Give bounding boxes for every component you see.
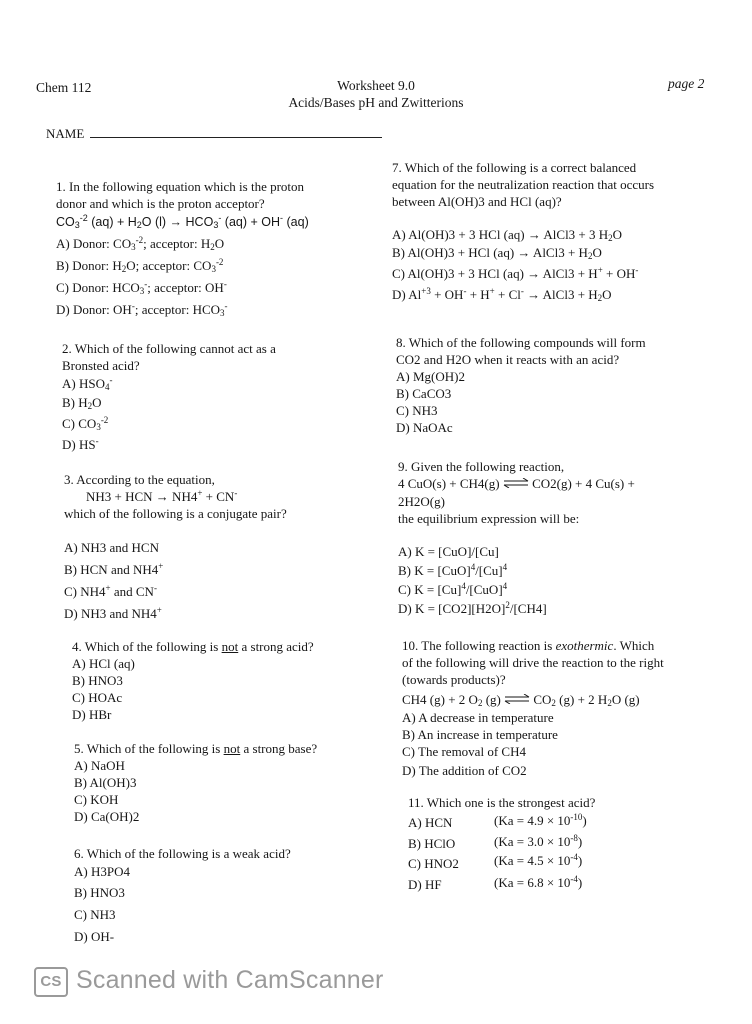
- q4-option-b[interactable]: B) HNO3: [72, 673, 123, 688]
- q10-stem-post: . Which: [613, 638, 655, 653]
- q7-stem-line3: between Al(OH)3 and HCl (aq)?: [392, 194, 562, 209]
- q4-stem: [72, 638, 382, 655]
- camscanner-watermark: [34, 966, 384, 997]
- q10-stem-line2: of the following will drive the reaction to the right: [402, 655, 664, 670]
- q2-option-b-label: B) H: [62, 395, 88, 410]
- q7-option-c[interactable]: C) Al(OH)3 + 3 HCl (aq) → AlCl3 + H+ + OH-: [392, 265, 639, 281]
- q1-option-a[interactable]: A) Donor: $CO_3^{-2}$; acceptor: $H_2O$: [56, 235, 225, 252]
- question-5: [74, 740, 384, 825]
- q8-option-c[interactable]: C) NH3: [396, 403, 438, 418]
- q1-option-b-label: B) Donor:: [56, 258, 110, 273]
- name-field-line: [90, 137, 382, 138]
- q6-option-a[interactable]: A) H3PO4: [74, 864, 130, 879]
- worksheet-title: Worksheet 9.0: [337, 78, 415, 93]
- q6-stem: 6. Which of the following is a weak acid?: [74, 846, 291, 861]
- q3-option-a[interactable]: A) NH3 and HCN: [64, 540, 159, 555]
- q5-option-a[interactable]: A) NaOH: [74, 758, 125, 773]
- q4-option-d[interactable]: D) HBr: [72, 707, 112, 722]
- q10-stem-line1: [402, 637, 722, 654]
- q2-option-c-label: C) CO: [62, 416, 97, 431]
- q2-option-d-label: D) HS: [62, 437, 96, 452]
- q11-option-d[interactable]: D) HF: [408, 877, 442, 892]
- q5-option-b[interactable]: B) Al(OH)3: [74, 775, 137, 790]
- q11-option-c[interactable]: C) HNO2: [408, 856, 459, 871]
- q10-option-d[interactable]: D) The addition of CO2: [402, 763, 527, 778]
- question-10: [402, 637, 722, 779]
- question-2: [62, 340, 382, 453]
- q9-option-c[interactable]: C) $K = [Cu]^4/[CuO]^4$: [398, 581, 508, 597]
- q4-stem-post: a strong acid?: [238, 639, 314, 654]
- q1-option-b[interactable]: B) Donor: $H_2O$; acceptor: $CO_3^{-2}$: [56, 257, 224, 274]
- q2-stem-line1: 2. Which of the following cannot act as a: [62, 341, 276, 356]
- camscanner-text: Scanned with CamScanner: [76, 966, 384, 994]
- q6-option-c[interactable]: C) NH3: [74, 907, 116, 922]
- equilibrium-arrow-icon: [504, 694, 530, 704]
- q3-option-d[interactable]: D) NH3 and NH4+: [64, 605, 162, 621]
- q3-equation: NH3 + HCN → NH4+ + CN-: [86, 488, 238, 504]
- q2-option-a-label: A) HSO: [62, 376, 105, 391]
- q3-stem-line1: 3. According to the equation,: [64, 472, 215, 487]
- q4-option-c[interactable]: C) HOAc: [72, 690, 123, 705]
- q1-option-c[interactable]: C) Donor: $HCO_3^-$; acceptor: OH-: [56, 279, 227, 296]
- q2-option-b[interactable]: B) $H_2O$: [62, 395, 102, 411]
- q10-stem-exothermic: exothermic: [555, 638, 614, 653]
- q2-stem-line2: Bronsted acid?: [62, 358, 140, 373]
- q5-option-d[interactable]: D) Ca(OH)2: [74, 809, 140, 824]
- q3-option-c[interactable]: C) NH4+ and CN-: [64, 583, 157, 599]
- question-11: [408, 794, 708, 811]
- q9-option-a[interactable]: A) K = [CuO]/[Cu]: [398, 544, 499, 559]
- q8-option-b[interactable]: B) CaCO3: [396, 386, 452, 401]
- q1-option-d[interactable]: D) Donor: OH-; acceptor: $HCO_3^-$: [56, 301, 228, 318]
- q8-option-a[interactable]: A) Mg(OH)2: [396, 369, 465, 384]
- worksheet-subtitle: Acids/Bases pH and Zwitterions: [288, 95, 464, 110]
- q2-option-c[interactable]: C) $CO_3^{-2}$: [62, 415, 109, 432]
- question-8: [396, 334, 716, 436]
- q4-stem-pre: 4. Which of the following is: [72, 639, 222, 654]
- q11-option-a[interactable]: A) HCN: [408, 815, 453, 830]
- q5-stem-not: not: [223, 741, 241, 756]
- q3-stem-line3: which of the following is a conjugate pair?: [64, 506, 287, 521]
- q10-option-b[interactable]: B) An increase in temperature: [402, 727, 558, 742]
- page-number: page 2: [668, 76, 705, 91]
- q11-option-c-ka: $(Ka = 4.5 \times 10^{-4})$: [494, 852, 583, 868]
- q11-option-d-ka: $(Ka = 6.8 \times 10^{-4})$: [494, 874, 583, 890]
- question-7: [392, 159, 722, 303]
- q10-stem-line3: (towards products)?: [402, 672, 506, 687]
- q2-option-a[interactable]: A) $HSO_4^-$: [62, 375, 113, 392]
- q1-equation: $CO_3^{-2}$ $(aq) + H_2O$ $(l) \to HCO_3^-$ (aq) + OH- (aq): [56, 213, 309, 230]
- q10-equation: CH4 (g) + 2 $O_2$ (g) $CO_2$ (g) + 2 $H_2O$ (g): [402, 692, 640, 708]
- q9-equation: 4 CuO(s) + CH4(g) CO2(g) + 4 Cu(s) +: [398, 476, 635, 491]
- q9-equation-line2: 2H2O(g): [398, 494, 445, 509]
- q10-option-a[interactable]: A) A decrease in temperature: [402, 710, 554, 725]
- q8-stem-line2: CO2 and H2O when it reacts with an acid?: [396, 352, 620, 367]
- q4-option-a[interactable]: A) HCl (aq): [72, 656, 135, 671]
- q11-option-b[interactable]: B) HClO: [408, 836, 456, 851]
- question-3: [64, 471, 384, 622]
- q1-option-d-label: D) Donor:: [56, 302, 110, 317]
- q10-stem-pre: 10. The following reaction is: [402, 638, 556, 653]
- q7-option-a[interactable]: A) Al(OH)3 + 3 HCl (aq) → AlCl3 + 3 $H_2O$: [392, 227, 623, 243]
- q9-stem-line3: the equilibrium expression will be:: [398, 511, 580, 526]
- q1-stem-line1: 1. In the following equation which is the proton: [56, 179, 305, 194]
- q2-option-d[interactable]: D) HS-: [62, 436, 99, 452]
- q1-option-a-label: A) Donor:: [56, 236, 110, 251]
- q3-option-b[interactable]: B) HCN and NH4+: [64, 561, 164, 577]
- q6-option-d[interactable]: D) OH-: [74, 929, 115, 944]
- q11-stem: 11. Which one is the strongest acid?: [408, 795, 596, 810]
- q5-stem: [74, 740, 384, 757]
- q11-option-b-ka: $(Ka = 3.0 \times 10^{-8})$: [494, 833, 583, 849]
- camscanner-logo-icon: CS: [34, 967, 68, 997]
- q7-option-d[interactable]: D) $Al^{+3} + OH^- + H^+ + Cl^-$ → AlCl3 + $H_2O$: [392, 286, 612, 303]
- q5-stem-post: a strong base?: [240, 741, 318, 756]
- q10-option-c[interactable]: C) The removal of CH4: [402, 744, 526, 759]
- q9-option-d[interactable]: D) $K = [CO2][H2O]^2/[CH4]$: [398, 600, 547, 616]
- question-9: [398, 458, 718, 617]
- q11-option-a-ka: $(Ka = 4.9 \times 10^{-10})$: [494, 812, 587, 828]
- question-1: [56, 178, 386, 318]
- q7-option-b[interactable]: B) Al(OH)3 + HCl (aq) → AlCl3 + $H_2O$: [392, 245, 602, 261]
- q8-option-d[interactable]: D) NaOAc: [396, 420, 453, 435]
- q1-option-c-label: C) Donor:: [56, 280, 110, 295]
- q8-stem-line1: 8. Which of the following compounds will form: [396, 335, 646, 350]
- q7-stem-line1: 7. Which of the following is a correct balanced: [392, 160, 637, 175]
- equilibrium-arrow-icon: [503, 478, 529, 488]
- q5-option-c[interactable]: C) KOH: [74, 792, 119, 807]
- name-label: NAME: [46, 126, 85, 141]
- q5-stem-pre: 5. Which of the following is: [74, 741, 224, 756]
- q1-stem-line2: donor and which is the proton acceptor?: [56, 196, 265, 211]
- q7-stem-line2: equation for the neutralization reaction that occurs: [392, 177, 655, 192]
- q6-option-b[interactable]: B) HNO3: [74, 885, 125, 900]
- q4-stem-not: not: [221, 639, 239, 654]
- question-4: [72, 638, 382, 723]
- q9-option-b[interactable]: B) $K = [CuO]^4/[Cu]^4$: [398, 562, 508, 578]
- question-6: [74, 845, 384, 945]
- q9-stem-line1: 9. Given the following reaction,: [398, 459, 565, 474]
- course-label: Chem 112: [36, 80, 92, 95]
